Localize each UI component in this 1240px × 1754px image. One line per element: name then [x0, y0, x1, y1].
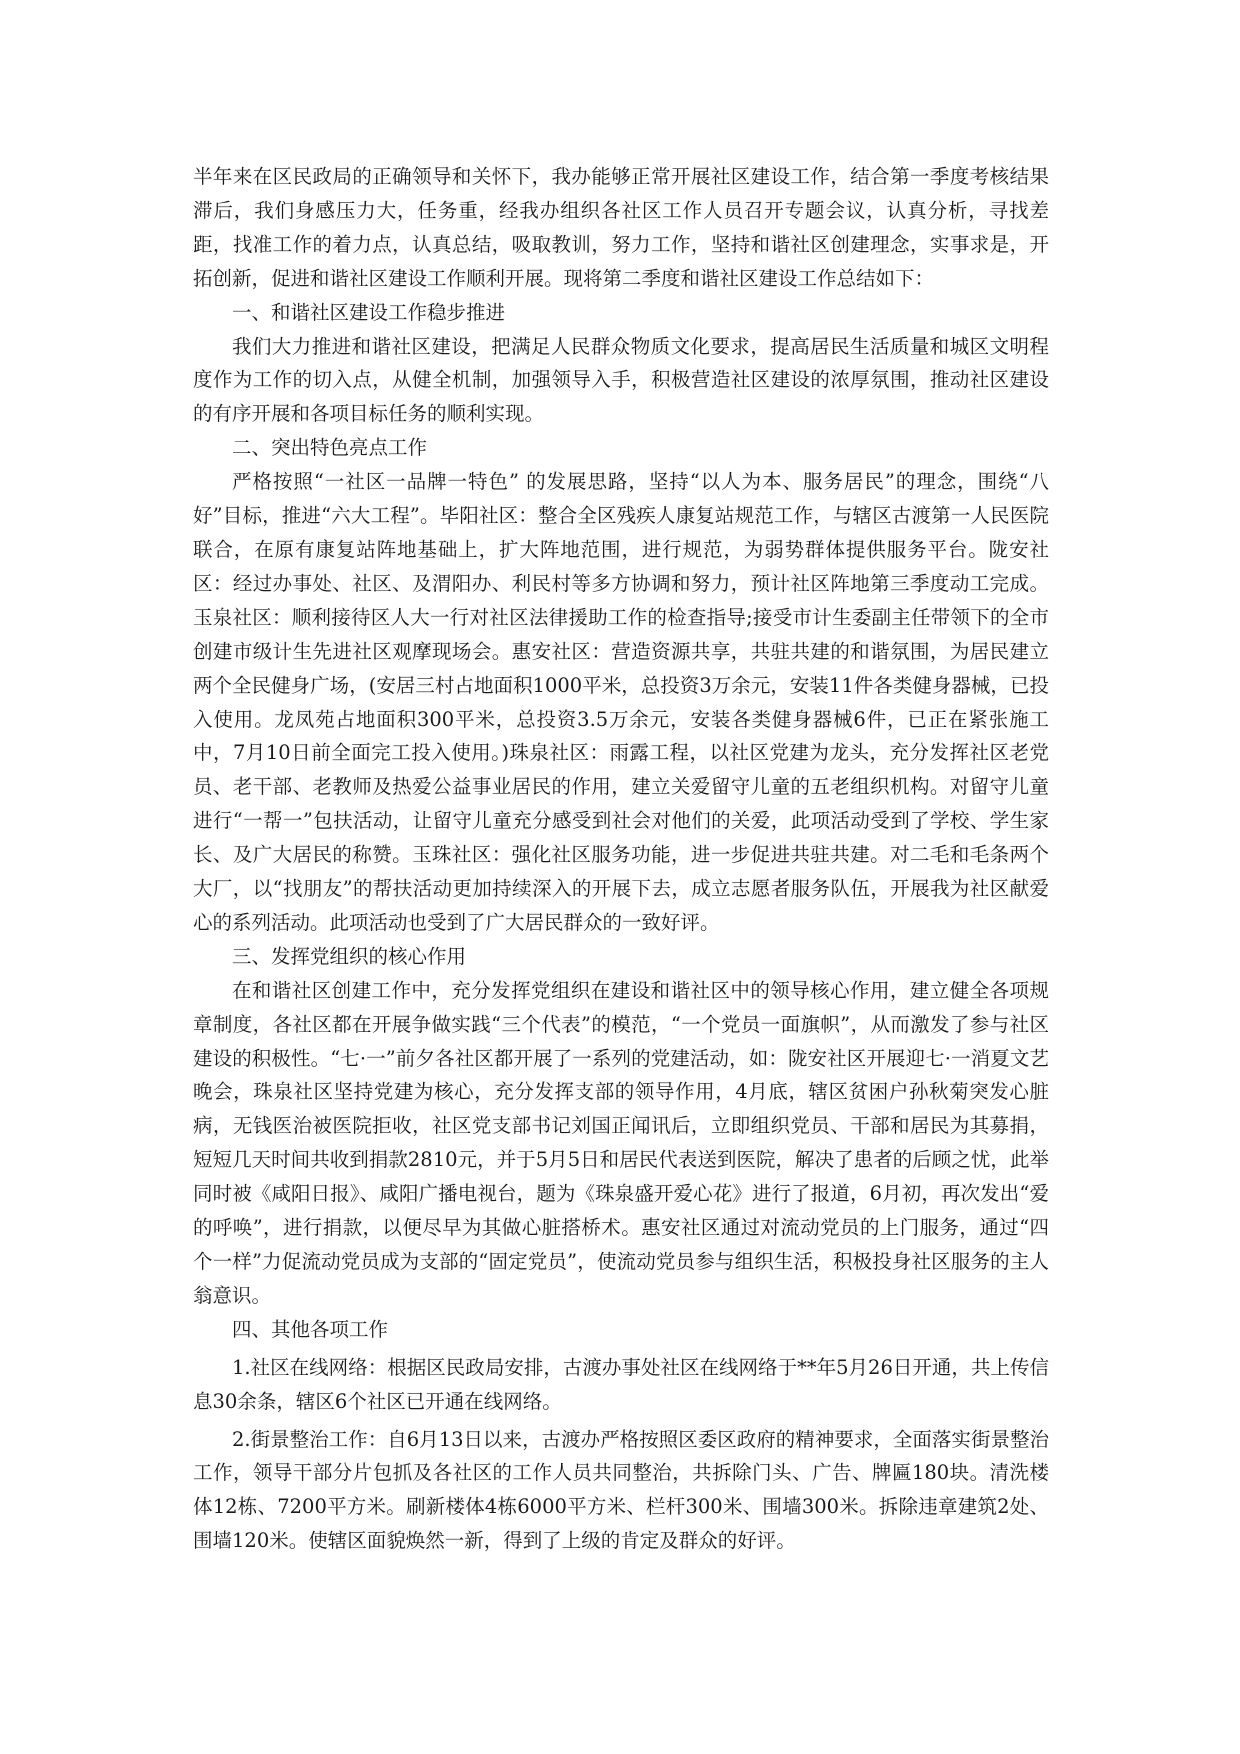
section-2-body: 严格按照“一社区一品牌一特色” 的发展思路，坚持“以人为本、服务居民”的理念，围绕“八好”目标，推进“六大工程”。毕阳社区：整合全区残疾人康复站规范工作，与辖区古渡第一人民医院联合，在原有康复站阵地基础上，扩大阵地范围，进行规范，为弱势群体提供服务平台。陇安社区：经过办事处、社区、及渭阳办、利民村等多方协调和努力，预计社区阵地第三季度动工完成。玉泉社区：顺利接待区人大一行对社区法律援助工作的检查指导;接受市计生委副主任带领下的全市创建市级计生先进社区观摩现场会。惠安社区：营造资源共享，共驻共建的和谐氛围，为居民建立两个全民健身广场，(安居三村占地面积1000平米，总投资3万余元，安装11件各类健身器械，已投入使用。龙凤苑占地面积300平米，总投资3.5万余元，安装各类健身器械6件，已正在紧张施工中，7月10日前全面完工投入使用。)珠泉社区：雨露工程，以社区党建为龙头，充分发挥社区老党员、老干部、老教师及热爱公益事业居民的作用，建立关爱留守儿童的五老组织机构。对留守儿童进行“一帮一”包扶活动，让留守儿童充分感受到社会对他们的关爱，此项活动受到了学校、学生家长、及广大居民的称赞。玉珠社区：强化社区服务功能，进一步促进共驻共建。对二毛和毛条两个大厂，以“找朋友”的帮扶活动更加持续深入的开展下去，成立志愿者服务队伍，开展我为社区献爱心的系列活动。此项活动也受到了广大居民群众的一致好评。 — [193, 470, 1049, 934]
section-3-body: 在和谐社区创建工作中，充分发挥党组织在建设和谐社区中的领导核心作用，建立健全各项规章制度，各社区都在开展争做实践“三个代表”的模范，“一个党员一面旗帜”，从而激发了参与社区建设的积极性。“七·一”前夕各社区都开展了一系列的党建活动，如：陇安社区开展迎七·一消夏文艺晚会，珠泉社区坚持党建为核心，充分发挥支部的领导作用，4月底，辖区贫困户孙秋菊突发心脏病，无钱医治被医院拒收，社区党支部书记刘国正闻讯后，立即组织党员、干部和居民为其募捐，短短几天时间共收到捐款2810元，并于5月5日和居民代表送到医院，解决了患者的后顾之忧，此举同时被《咸阳日报》、咸阳广播电视台，题为《珠泉盛开爱心花》进行了报道，6月初，再次发出“爱的呼唤”，进行捐款，以便尽早为其做心脏搭桥术。惠安社区通过对流动党员的上门服务，通过“四个一样”力促流动党员成为支部的“固定党员”，使流动党员参与组织生活，积极投身社区服务的主人翁意识。 — [193, 978, 1049, 1307]
section-4-item-2: 2.街景整治工作：自6月13日以来，古渡办严格按照区委区政府的精神要求，全面落实街景整治工作，领导干部分片包抓及各社区的工作人员共同整治，共拆除门头、广告、牌匾180块。清洗楼体12栋、7200平方米。刷新楼体4栋6000平方米、栏杆300米、围墙300米。拆除违章建筑2处、围墙120米。使辖区面貌焕然一新，得到了上级的肯定及群众的好评。 — [193, 1427, 1049, 1553]
section-4-heading: 四、其他各项工作 — [232, 1317, 389, 1341]
section-2-heading: 二、突出特色亮点工作 — [232, 436, 428, 460]
intro-paragraph: 半年来在区民政局的正确领导和关怀下，我办能够正常开展社区建设工作，结合第一季度考核结果滞后，我们身感压力大，任务重，经我办组织各社区工作人员召开专题会议，认真分析，寻找差距，找准工作的着力点，认真总结，吸取教训，努力工作，坚持和谐社区创建理念，实事求是，开拓创新，促进和谐社区建设工作顺利开展。现将第二季度和谐社区建设工作总结如下： — [193, 165, 1049, 290]
document-body — [193, 160, 1049, 1558]
section-1-heading: 一、和谐社区建设工作稳步推进 — [232, 300, 506, 324]
section-3-heading: 三、发挥党组织的核心作用 — [232, 944, 467, 968]
section-4-item-1: 1.社区在线网络：根据区民政局安排，古渡办事处社区在线网络于**年5月26日开通，共上传信息30余条，辖区6个社区已开通在线网络。 — [193, 1355, 1049, 1413]
section-1-body: 我们大力推进和谐社区建设，把满足人民群众物质文化要求，提高居民生活质量和城区文明程度作为工作的切入点，从健全机制，加强领导入手，积极营造社区建设的浓厚氛围，推动社区建设的有序开展和各项目标任务的顺利实现。 — [193, 334, 1049, 426]
